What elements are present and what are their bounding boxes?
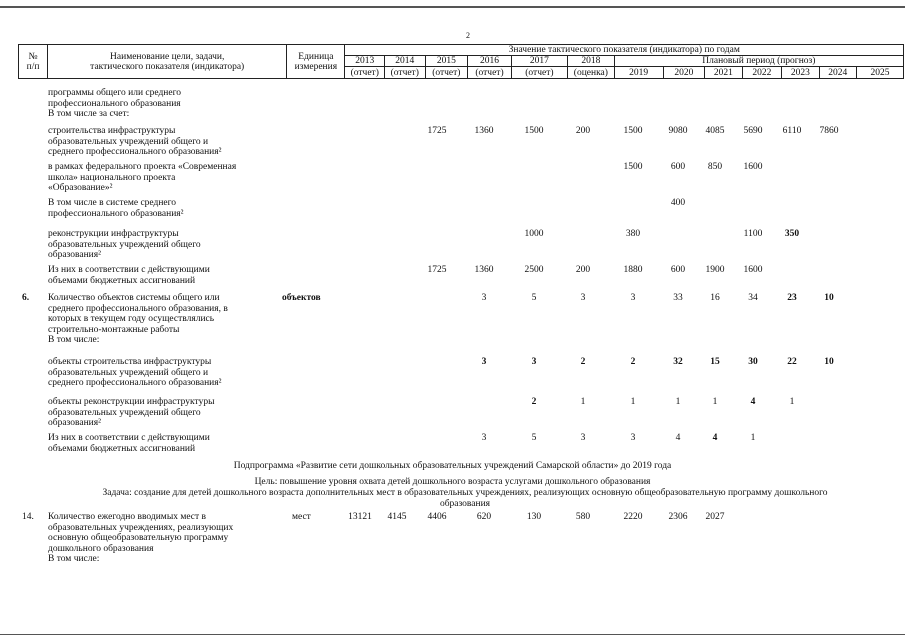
value-cell: 1 xyxy=(750,433,756,443)
header-year-note: (отчет) xyxy=(511,67,567,79)
value-cell: 1 xyxy=(712,397,718,407)
value-cell: 1500 xyxy=(623,126,643,136)
header-year-note: (оценка) xyxy=(567,67,614,79)
goal-text: Цель: повышение уровня охвата детей дошкольного возраста услугами дошкольного образования xyxy=(254,477,651,487)
value-cell: 15 xyxy=(710,357,720,367)
value-cell: 580 xyxy=(575,512,591,522)
indicator-name: В том числе в системе среднего профессионального образования² xyxy=(48,198,184,219)
unit-label: объектов xyxy=(282,293,321,303)
indicator-name: реконструкции инфраструктуры образовательных учреждений общего образования² xyxy=(48,229,201,261)
value-cell: 1725 xyxy=(427,126,447,136)
header-year-note: (отчет) xyxy=(345,67,385,79)
value-cell: 3 xyxy=(580,433,586,443)
header-year: 2024 xyxy=(819,67,856,79)
header-year-note: (отчет) xyxy=(468,67,512,79)
value-cell: 130 xyxy=(526,512,542,522)
value-cell: 1100 xyxy=(743,229,763,239)
value-cell: 1725 xyxy=(427,265,447,275)
value-cell: 1 xyxy=(789,397,795,407)
value-cell: 1360 xyxy=(474,126,494,136)
value-cell: 620 xyxy=(476,512,492,522)
value-cell: 32 xyxy=(673,357,683,367)
indicator-name: Из них в соответствии с действующими объемами бюджетных ассигнований xyxy=(48,265,210,286)
header-year: 2015 xyxy=(425,56,468,67)
value-cell: 1880 xyxy=(623,265,643,275)
header-year: 2019 xyxy=(614,67,663,79)
value-cell: 2 xyxy=(580,357,586,367)
value-cell: 3 xyxy=(531,357,537,367)
indicator-name: Количество ежегодно вводимых мест в образовательных учреждениях, реализующих основную общеобразовательную программу дошкольного образования В том числе: xyxy=(48,512,234,565)
value-cell: 380 xyxy=(625,229,641,239)
header-value-title: Значение тактического показателя (индикатора) по годам xyxy=(345,45,904,56)
value-cell: 4145 xyxy=(387,512,407,522)
value-cell: 1600 xyxy=(743,162,763,172)
indicator-name: программы общего или среднего профессионального образования В том числе за счет: xyxy=(48,88,182,120)
indicator-name: объекты строительства инфраструктуры образовательных учреждений общего и среднего профессионального образования² xyxy=(48,357,222,389)
value-cell: 10 xyxy=(824,357,834,367)
header-year: 2018 xyxy=(567,56,614,67)
header-year: 2025 xyxy=(856,67,903,79)
value-cell: 2500 xyxy=(524,265,544,275)
indicator-name: Количество объектов системы общего или среднего профессионального образования, в которых в текущем году осуществлялись строительно-монтажные работы В том числе: xyxy=(48,293,228,346)
value-cell: 600 xyxy=(670,265,686,275)
indicator-name: строительства инфраструктуры образовательных учреждений общего и среднего профессионального образования² xyxy=(48,126,222,158)
header-year: 2017 xyxy=(511,56,567,67)
header-year-note: (отчет) xyxy=(384,67,425,79)
value-cell: 350 xyxy=(784,229,800,239)
value-cell: 4 xyxy=(750,397,756,407)
value-cell: 5690 xyxy=(743,126,763,136)
value-cell: 1 xyxy=(630,397,636,407)
value-cell: 7860 xyxy=(819,126,839,136)
page-number: 2 xyxy=(466,31,470,40)
value-cell: 1900 xyxy=(705,265,725,275)
subprogram-title: Подпрограмма «Развитие сети дошкольных образовательных учреждений Самарской области» до 2019 года xyxy=(233,461,672,471)
value-cell: 10 xyxy=(824,293,834,303)
value-cell: 400 xyxy=(670,198,686,208)
value-cell: 5 xyxy=(531,433,537,443)
value-cell: 2220 xyxy=(623,512,643,522)
value-cell: 3 xyxy=(481,357,487,367)
value-cell: 200 xyxy=(575,265,591,275)
value-cell: 3 xyxy=(630,293,636,303)
value-cell: 3 xyxy=(580,293,586,303)
value-cell: 22 xyxy=(787,357,797,367)
value-cell: 600 xyxy=(670,162,686,172)
value-cell: 1 xyxy=(580,397,586,407)
header-year: 2022 xyxy=(742,67,782,79)
header-year: 2016 xyxy=(468,56,512,67)
value-cell: 3 xyxy=(630,433,636,443)
value-cell: 4085 xyxy=(705,126,725,136)
header-unit: Единица измерения xyxy=(287,45,345,79)
value-cell: 23 xyxy=(787,293,797,303)
indicator-name: объекты реконструкции инфраструктуры образовательных учреждений общего образования² xyxy=(48,397,215,429)
header-year: 2021 xyxy=(705,67,742,79)
value-cell: 200 xyxy=(575,126,591,136)
row-number: 14. xyxy=(22,512,34,522)
value-cell: 4406 xyxy=(427,512,447,522)
value-cell: 2 xyxy=(630,357,636,367)
header-year-note: (отчет) xyxy=(425,67,468,79)
header-table xyxy=(18,44,904,79)
value-cell: 2 xyxy=(531,397,537,407)
value-cell: 13121 xyxy=(348,512,372,522)
header-year: 2013 xyxy=(345,56,385,67)
value-cell: 16 xyxy=(710,293,720,303)
unit-label: мест xyxy=(292,512,311,522)
value-cell: 6110 xyxy=(782,126,802,136)
value-cell: 1 xyxy=(675,397,681,407)
header-year: 2023 xyxy=(782,67,819,79)
header-year: 2014 xyxy=(384,56,425,67)
value-cell: 33 xyxy=(673,293,683,303)
top-rule xyxy=(0,6,905,8)
value-cell: 3 xyxy=(481,433,487,443)
value-cell: 34 xyxy=(748,293,758,303)
value-cell: 9080 xyxy=(668,126,688,136)
value-cell: 1600 xyxy=(743,265,763,275)
value-cell: 1500 xyxy=(524,126,544,136)
value-cell: 1500 xyxy=(623,162,643,172)
value-cell: 3 xyxy=(481,293,487,303)
row-number: 6. xyxy=(22,293,30,303)
bottom-rule xyxy=(0,634,905,635)
value-cell: 1360 xyxy=(474,265,494,275)
value-cell: 30 xyxy=(748,357,758,367)
value-cell: 2306 xyxy=(668,512,688,522)
indicator-name: в рамках федерального проекта «Современная школа» национального проекта «Образование»² xyxy=(48,162,237,194)
indicator-name: Из них в соответствии с действующими объемами бюджетных ассигнований xyxy=(48,433,210,454)
header-num: № п/п xyxy=(19,45,48,79)
value-cell: 2027 xyxy=(705,512,725,522)
task-text: Задача: создание для детей дошкольного возраста дополнительных мест в образовательных учреждениях, реализующих основную общеобразовательную программу дошкольного образования xyxy=(102,488,828,509)
value-cell: 4 xyxy=(712,433,718,443)
value-cell: 850 xyxy=(707,162,723,172)
value-cell: 1000 xyxy=(524,229,544,239)
value-cell: 4 xyxy=(675,433,681,443)
value-cell: 5 xyxy=(531,293,537,303)
header-name: Наименование цели, задачи, тактического показателя (индикатора) xyxy=(48,45,287,79)
header-plan-title: Плановый период (прогноз) xyxy=(614,56,903,67)
header-year: 2020 xyxy=(663,67,705,79)
